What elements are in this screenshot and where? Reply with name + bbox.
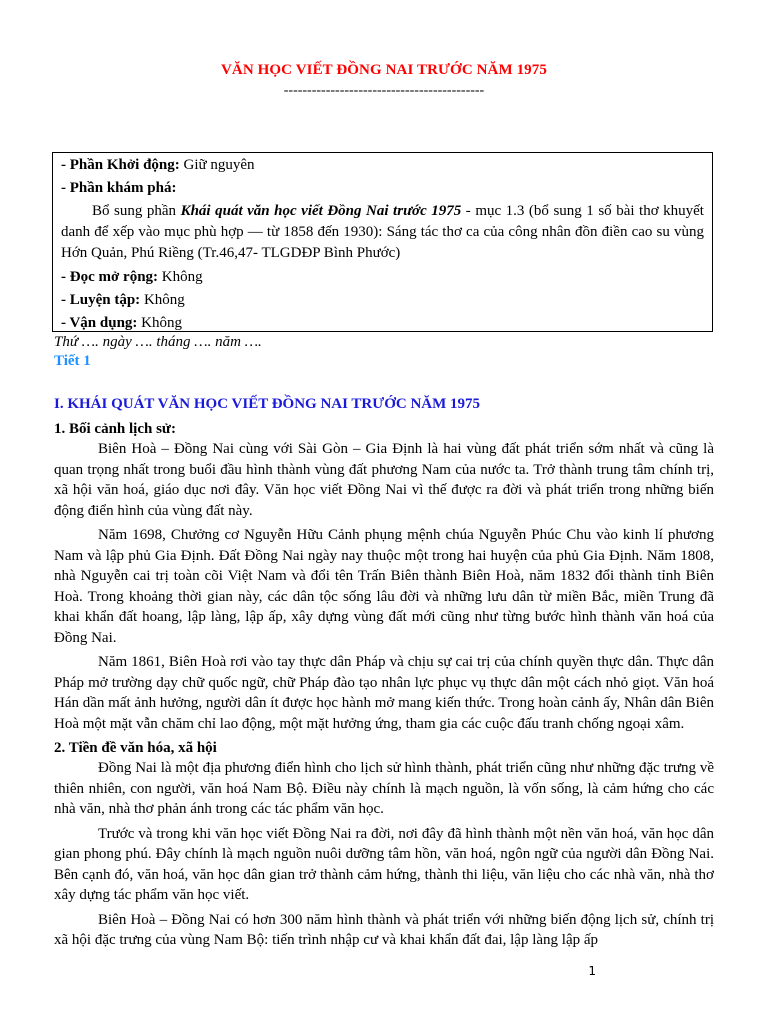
opening-value: Giữ nguyên (179, 157, 255, 173)
lesson-adjustment-box (52, 152, 713, 332)
opening-row (61, 154, 704, 177)
apply-label: - Vận dụng: (61, 315, 138, 331)
paragraph: Năm 1698, Chưởng cơ Nguyễn Hữu Cảnh phụng mệnh chúa Nguyễn Phúc Chu vào kinh lí phương Nam và lập phủ Gia Định. Đất Đồng Nai ngày nay thuộc một trong hai huyện của phủ Gia Định. Năm 1808, nhà Nguyễn cai trị toàn cõi Việt Nam và đổi tên Trấn Biên thành Biên Hoà, năm 1832 đổi thành tỉnh Biên Hoà. Trong khoảng thời gian này, các dân tộc sống lâu đời và những lưu dân từ miền Bắc, miền Trung đã khai khẩn đất hoang, lập làng, lập ấp, xây dựng vùng đất mới cũng như từng bước hình thành văn hoá của Đồng Nai. (54, 527, 714, 646)
document-title: VĂN HỌC VIẾT ĐỒNG NAI TRƯỚC NĂM 1975 (221, 62, 547, 78)
section-heading: I. KHÁI QUÁT VĂN HỌC VIẾT ĐỒNG NAI TRƯỚC NĂM 1975 (54, 396, 481, 412)
date-line: Thứ …. ngày …. tháng …. năm …. (54, 334, 262, 350)
paragraph: Biên Hoà – Đồng Nai cùng với Sài Gòn – Gia Định là hai vùng đất phát triển sớm nhất và cũng là quan trọng nhất trong buổi đầu hình thành vùng đất phương Nam của nước ta. Trở thành trung tâm chính trị, xã hội văn hoá, giáo dục nơi đây. Văn học viết Đồng Nai vì thế được ra đời và phát triển trong những biến động điển hình của vùng đất này. (54, 441, 714, 519)
reading-row (61, 266, 704, 289)
subsection-heading-2: 2. Tiền đề văn hóa, xã hội (54, 740, 217, 756)
reading-label: - Đọc mở rộng: (61, 269, 159, 285)
main-content (54, 394, 714, 955)
apply-value: Không (137, 315, 183, 331)
explore-row (61, 177, 704, 200)
explore-text-after: - mục 1.3 (bổ sung 1 số bài thơ khuyết danh để xếp vào mục phù hợp — từ 1858 đến 1930): Sáng tác thơ ca của công nhân đồn điền cao su vùng Hớn Quản, Phú Riềng (Tr.46,47- TLGDĐP Bình Phước) (61, 203, 704, 261)
period-label: Tiết 1 (54, 353, 91, 369)
paragraph: Năm 1861, Biên Hoà rơi vào tay thực dân Pháp và chịu sự cai trị của chính quyền thực dân. Thực dân Pháp mở trường dạy chữ quốc ngữ, chữ Pháp đào tạo nhân lực phục vụ thực dân một cách nhỏ giọt. Văn hoá Hán dần mất ảnh hưởng, người dân ít được học hành mở mang kiến thức. Trong hoàn cảnh ấy, Nhân dân Biên Hoà một mặt vẫn chăm chỉ lao động, một mặt hưởng ứng, tham gia các cuộc đấu tranh chống ngoại xâm. (54, 654, 714, 732)
practice-value: Không (140, 292, 185, 308)
explore-text (61, 201, 704, 264)
paragraph: Đồng Nai là một địa phương điển hình cho lịch sử hình thành, phát triển cũng như những đặc trưng về thiên nhiên, con người, văn hoá Nam Bộ. Điều này chính là mạch nguồn, là vốn sống, là cảm hứng cho các nhà văn, nhà thơ phản ánh trong các tác phẩm văn học. (54, 760, 714, 817)
practice-label: - Luyện tập: (61, 292, 141, 308)
explore-text-emphasis: Khái quát văn học viết Đồng Nai trước 1975 (180, 203, 462, 219)
page-number: 1 (588, 964, 596, 978)
title-separator: ------------------------------------------- (283, 83, 485, 98)
subsection-heading-1: 1. Bối cảnh lịch sử: (54, 421, 176, 437)
paragraph: Biên Hoà – Đồng Nai có hơn 300 năm hình thành và phát triển với những biến động lịch sử, chính trị xã hội đặc trưng của vùng Nam Bộ: tiến trình nhập cư và khai khẩn đất đai, lập làng lập ấp (54, 911, 714, 948)
reading-value: Không (158, 269, 203, 285)
explore-text-before: Bổ sung phần (92, 203, 181, 219)
opening-label: - Phần Khởi động: (61, 157, 180, 173)
paragraph: Trước và trong khi văn học viết Đồng Nai ra đời, nơi đây đã hình thành một nền văn hoá, văn học dân gian phong phú. Đây chính là mạch nguồn nuôi dưỡng tâm hồn, văn hoá, ngôn ngữ của người dân Đồng Nai. Bên cạnh đó, văn hoá, văn học dân gian trở thành cảm hứng, thành thi liệu, văn liệu cho các nhà văn, nhà thơ xây dựng tác phẩm văn học viết. (54, 825, 714, 903)
apply-row (61, 312, 704, 335)
explore-label: - Phần khám phá: (61, 180, 177, 196)
practice-row (61, 289, 704, 312)
